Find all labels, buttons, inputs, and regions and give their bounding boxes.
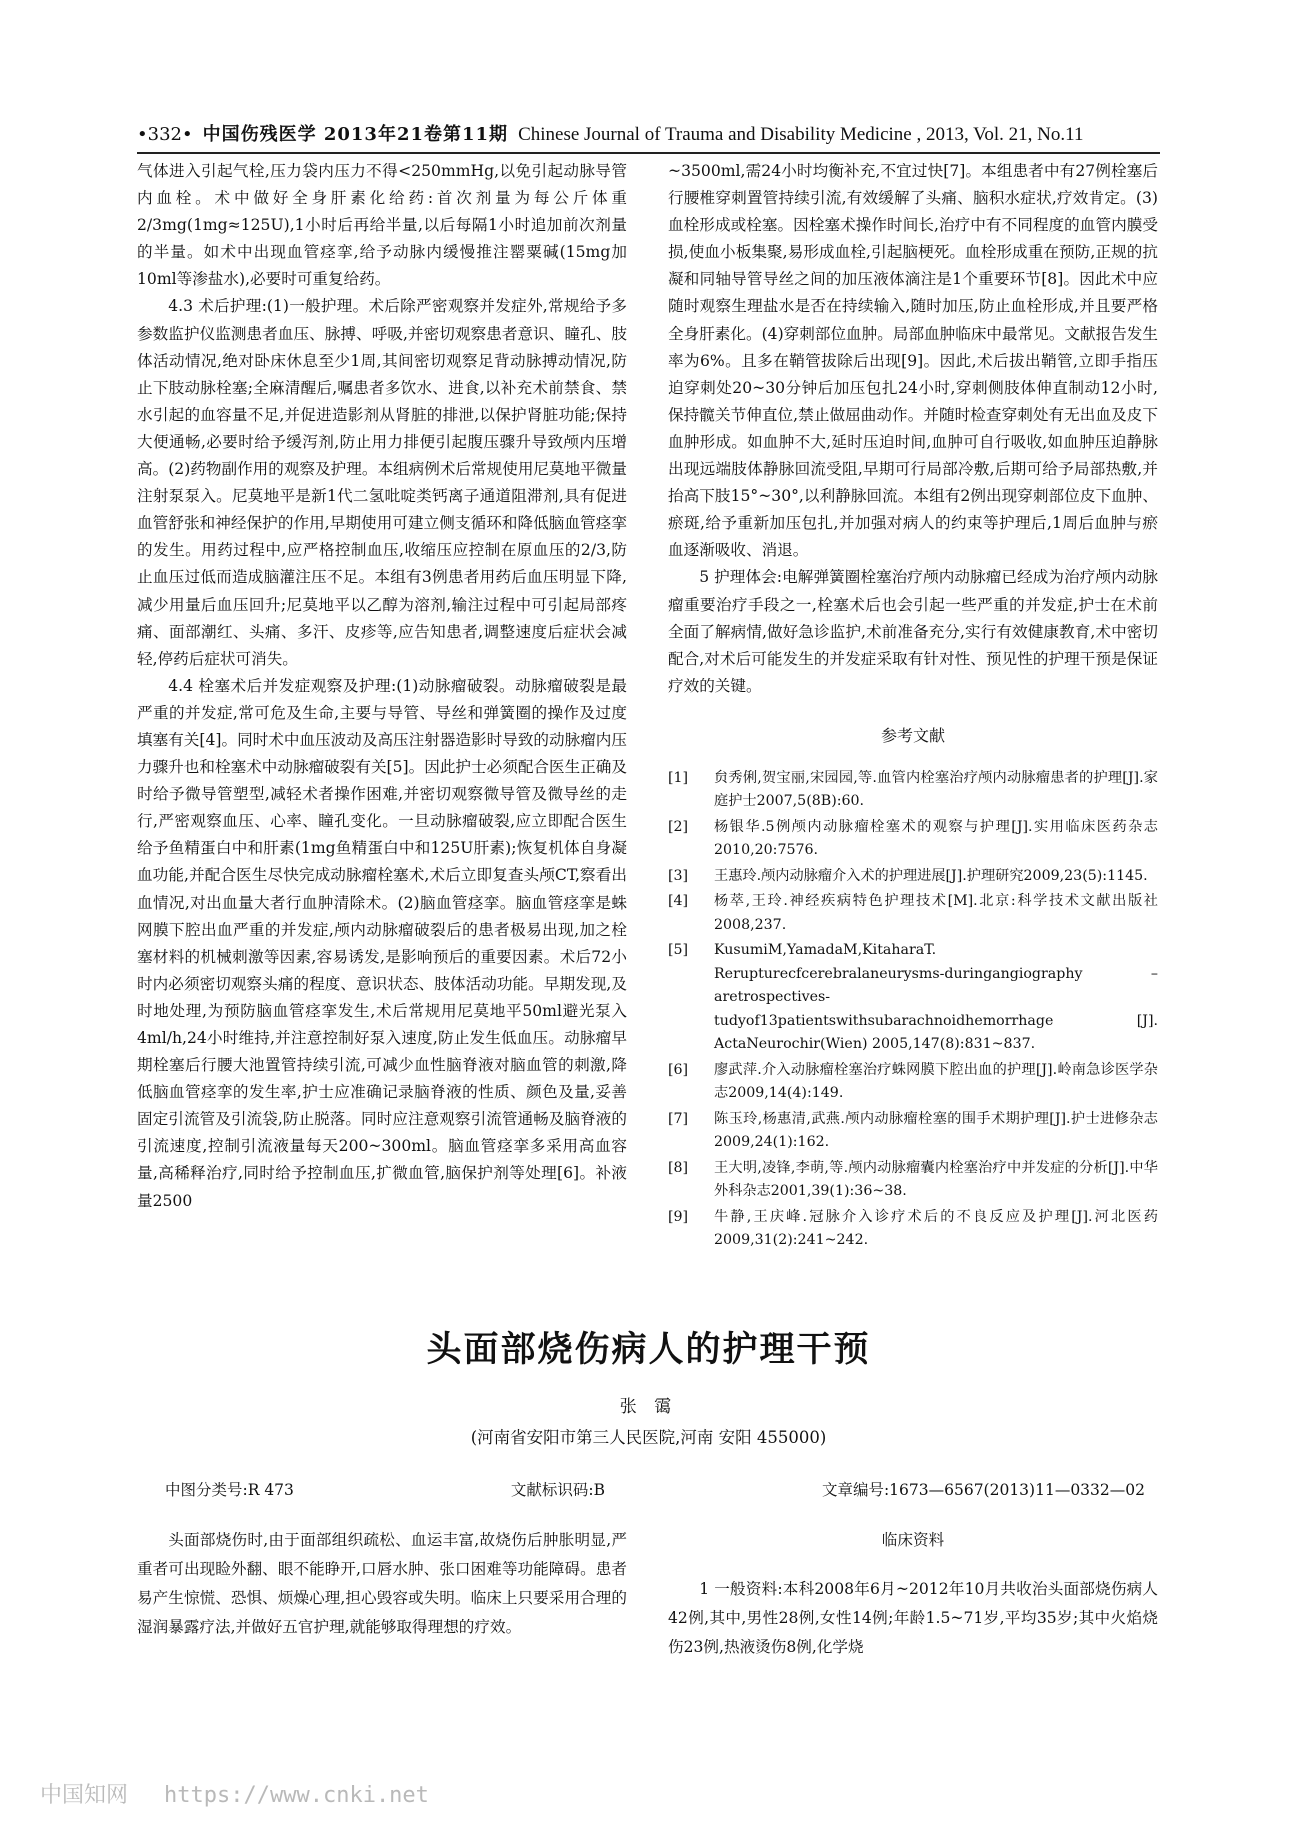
reference-number: [5] [668,942,689,959]
body-paragraph: 5 护理体会:电解弹簧圈栓塞治疗颅内动脉瘤已经成为治疗颅内动脉瘤重要治疗手段之一,栓塞术后也会引起一些严重的并发症,护士在术前全面了解病情,做好急诊监护,术前准备充分,实行有效健康教育,术中密切配合,对术后可能发生的并发症采取有针对性、预见性的护理干预是保证疗效的关键。 [668,568,1158,695]
body-paragraph: 4.3 术后护理:(1)一般护理。术后除严密观察并发症外,常规给予多参数监护仪监测患者血压、脉搏、呼吸,并密切观察患者意识、瞳孔、肢体活动情况,绝对卧床休息至少1周,其间密切观察足背动脉搏动情况,防止下肢动脉栓塞;全麻清醒后,嘱患者多饮水、进食,以补充术前禁食、禁水引起的血容量不足,并促进造影剂从肾脏的排泄,以保护肾脏功能;保持大便通畅,必要时给予缓泻剂,防止用力排便引起腹压骤升导致颅内压增高。(2)药物副作用的观察及护理。本组病例术后常规使用尼莫地平微量注射泵泵入。尼莫地平是新1代二氢吡啶类钙离子通道阻滞剂,具有促进血管舒张和神经保护的作用,早期使用可建立侧支循环和降低脑血管痉挛的发生。用药过程中,应严格控制血压,收缩压应控制在原血压的2/3,防止血压过低而造成脑灌注压不足。本组有3例患者用药后血压明显下降,减少用量后血压回升;尼莫地平以乙醇为溶剂,输注过程中可引起局部疼痛、面部潮红、头痛、多汗、皮疹等,应告知患者,调整速度后症状会减轻,停药后症状可消失。 [137,297,627,668]
reference-text: 陈玉玲,杨惠清,武燕.颅内动脉瘤栓塞的围手术期护理[J].护士进修杂志2009,24(1):162. [714,1110,1158,1151]
reference-item [668,1206,1158,1253]
page-number: •332• [137,124,193,145]
watermark-footer [40,1778,429,1809]
body-paragraph: 气体进入引起气栓,压力袋内压力不得<250mmHg,以免引起动脉导管内血栓。术中做好全身肝素化给药:首次剂量为每公斤体重2/3mg(1mg≈125U),1小时后再给半量,以后每隔1小时追加前次剂量的半量。如术中出现血管痉挛,给予动脉内缓慢推注罂粟碱(15mg加10ml等渗盐水),必要时可重复给药。 [137,162,627,289]
section-heading: 临床资料 [881,1531,945,1549]
article-title: 头面部烧伤病人的护理干预 [426,1330,871,1370]
reference-item [668,890,1158,937]
header-rule [137,152,1160,154]
running-header [137,120,1160,154]
reference-item [668,939,1158,1057]
article-metadata [165,1478,1145,1500]
reference-item [668,767,1158,814]
reference-item [668,1108,1158,1155]
body-paragraph: 4.4 栓塞术后并发症观察及护理:(1)动脉瘤破裂。动脉瘤破裂是最严重的并发症,常可危及生命,主要与导管、导丝和弹簧圈的操作及过度填塞有关[4]。同时术中血压波动及高压注射器造影时导致的动脉瘤内压力骤升也和栓塞术中动脉瘤破裂有关[5]。因此护士必须配合医生正确及时给予微导管塑型,减轻术者操作困难,并密切观察微导管及微导丝的走行,严密观察血压、心率、瞳孔变化。一旦动脉瘤破裂,应立即配合医生给予鱼精蛋白中和肝素(1mg鱼精蛋白中和125U肝素);恢复机体自身凝血功能,并配合医生尽快完成动脉瘤栓塞术,术后立即复查头颅CT,察看出血情况,对出血量大者行血肿清除术。(2)脑血管痉挛。脑血管痉挛是蛛网膜下腔出血严重的并发症,颅内动脉瘤破裂后的患者极易出现,加之栓塞材料的机械刺激等因素,容易诱发,是影响预后的重要因素。术后72小时内必须密切观察头痛的程度、意识状态、肢体活动功能。早期发现,及时地处理,为预防脑血管痉挛发生,术后常规用尼莫地平50ml避光泵入4ml/h,24小时维持,并注意控制好泵入速度,防止发生低血压。动脉瘤早期栓塞后行腰大池置管持续引流,可减少血性脑脊液对脑血管的刺激,降低脑血管痉挛的发生率,护士应准确记录脑脊液的性质、颜色及量,妥善固定引流管及引流袋,防止脱落。同时应注意观察引流管通畅及脑脊液的引流速度,控制引流液量每天200~300ml。脑血管痉挛多采用高血容量,高稀释治疗,同时给予控制血压,扩微血管,脑保护剂等处理[6]。补液量2500 [137,676,627,1210]
journal-name-cn: 中国伤残医学 2013年21卷第11期 [202,124,509,145]
reference-item [668,816,1158,863]
reference-number: [2] [668,818,689,835]
reference-text: 廖武萍.介入动脉瘤栓塞治疗蛛网膜下腔出血的护理[J].岭南急诊医学杂志2009,14(4):149. [714,1061,1158,1102]
reference-text: KusumiM,YamadaM,KitaharaT. Rerupturecfcerebralaneurysms-duringangiography – aretrospectives-tudyof13patientswithsubarachnoidhemorrhage [J]. ActaNeurochir(Wien) 2005,147(8):831~837. [714,942,1158,1053]
reference-text: 王大明,凌锋,李萌,等.颅内动脉瘤囊内栓塞治疗中并发症的分析[J].中华外科杂志2001,39(1):36~38. [714,1159,1158,1200]
reference-number: [6] [668,1061,689,1078]
reference-text: 王惠玲.颅内动脉瘤介入术的护理进展[J].护理研究2009,23(5):1145. [714,867,1148,884]
journal-name-en: Chinese Journal of Trauma and Disability Medicine , 2013, Vol. 21, No.11 [518,124,1084,145]
reference-text: 贠秀俐,贺宝丽,宋园园,等.血管内栓塞治疗颅内动脉瘤患者的护理[J].家庭护士2007,5(8B):60. [714,769,1158,810]
references-list [668,767,1158,1253]
reference-number: [9] [668,1208,689,1225]
reference-text: 牛静,王庆峰.冠脉介入诊疗术后的不良反应及护理[J].河北医药2009,31(2):241~242. [714,1208,1158,1249]
reference-number: [3] [668,867,689,884]
reference-item [668,1157,1158,1204]
reference-text: 杨银华.5例颅内动脉瘤栓塞术的观察与护理[J].实用临床医药杂志2010,20:7576. [714,818,1158,859]
site-url[interactable]: https://www.cnki.net [164,1783,429,1808]
author-affiliation: (河南省安阳市第三人民医院,河南 安阳 455000) [470,1428,827,1447]
article-author: 张 霭 [619,1397,678,1417]
article-intro-column [137,1526,627,1642]
body-paragraph: ~3500ml,需24小时均衡补充,不宜过快[7]。本组患者中有27例栓塞后行腰椎穿刺置管持续引流,有效缓解了头痛、脑积水症状,疗效肯定。(3)血栓形成或栓塞。因栓塞术操作时间长,治疗中有不同程度的血管内膜受损,使血小板集聚,易形成血栓,引起脑梗死。血栓形成重在预防,正规的抗凝和同轴导管导丝之间的加压液体滴注是1个重要环节[8]。因此术中应随时观察生理盐水是否在持续输入,随时加压,防止血栓形成,并且要严格全身肝素化。(4)穿刺部位血肿。局部血肿临床中最常见。文献报告发生率为6%。且多在鞘管拔除后出现[9]。因此,术后拔出鞘管,立即手指压迫穿刺处20~30分钟后加压包扎24小时,穿刺侧肢体伸直制动12小时,保持髋关节伸直位,禁止做屈曲动作。并随时检查穿刺处有无出血及皮下血肿形成。如血肿不大,延时压迫时间,血肿可自行吸收,如血肿压迫静脉出现远端肢体静脉回流受阻,早期可行局部冷敷,后期可给予局部热敷,并抬高下肢15°~30°,以利静脉回流。本组有2例出现穿刺部位皮下血肿、瘀斑,给予重新加压包扎,并加强对病人的约束等护理后,1周后血肿与瘀血逐渐吸收、消退。 [668,162,1158,560]
reference-number: [7] [668,1110,689,1127]
document-code: 文献标识码:B [510,1481,605,1499]
reference-number: [1] [668,769,689,786]
reference-number: [4] [668,893,689,910]
right-column [668,158,1158,1255]
reference-item [668,865,1158,889]
reference-number: [8] [668,1159,689,1176]
clc-number: 中图分类号:R 473 [165,1481,294,1499]
section-paragraph: 1 一般资料:本科2008年6月~2012年10月共收治头面部烧伤病人42例,其中,男性28例,女性14例;年龄1.5~71岁,平均35岁;其中火焰烧伤23例,热液烫伤8例,化学烧 [668,1580,1158,1656]
reference-item [668,1059,1158,1106]
clinical-data-column [668,1526,1158,1662]
references-heading: 参考文献 [880,725,945,745]
article-number: 文章编号:1673—6567(2013)11—0332—02 [821,1481,1145,1499]
site-name: 中国知网 [40,1783,129,1808]
left-column [137,158,627,1215]
intro-paragraph: 头面部烧伤时,由于面部组织疏松、血运丰富,故烧伤后肿胀明显,严重者可出现睑外翻、眼不能睁开,口唇水肿、张口困难等功能障碍。患者易产生惊慌、恐惧、烦燥心理,担心毁容或失明。临床上只要采用合理的湿润暴露疗法,并做好五官护理,就能够取得理想的疗效。 [137,1531,627,1636]
reference-text: 杨萃,王玲.神经疾病特色护理技术[M].北京:科学技术文献出版社2008,237. [714,893,1158,933]
